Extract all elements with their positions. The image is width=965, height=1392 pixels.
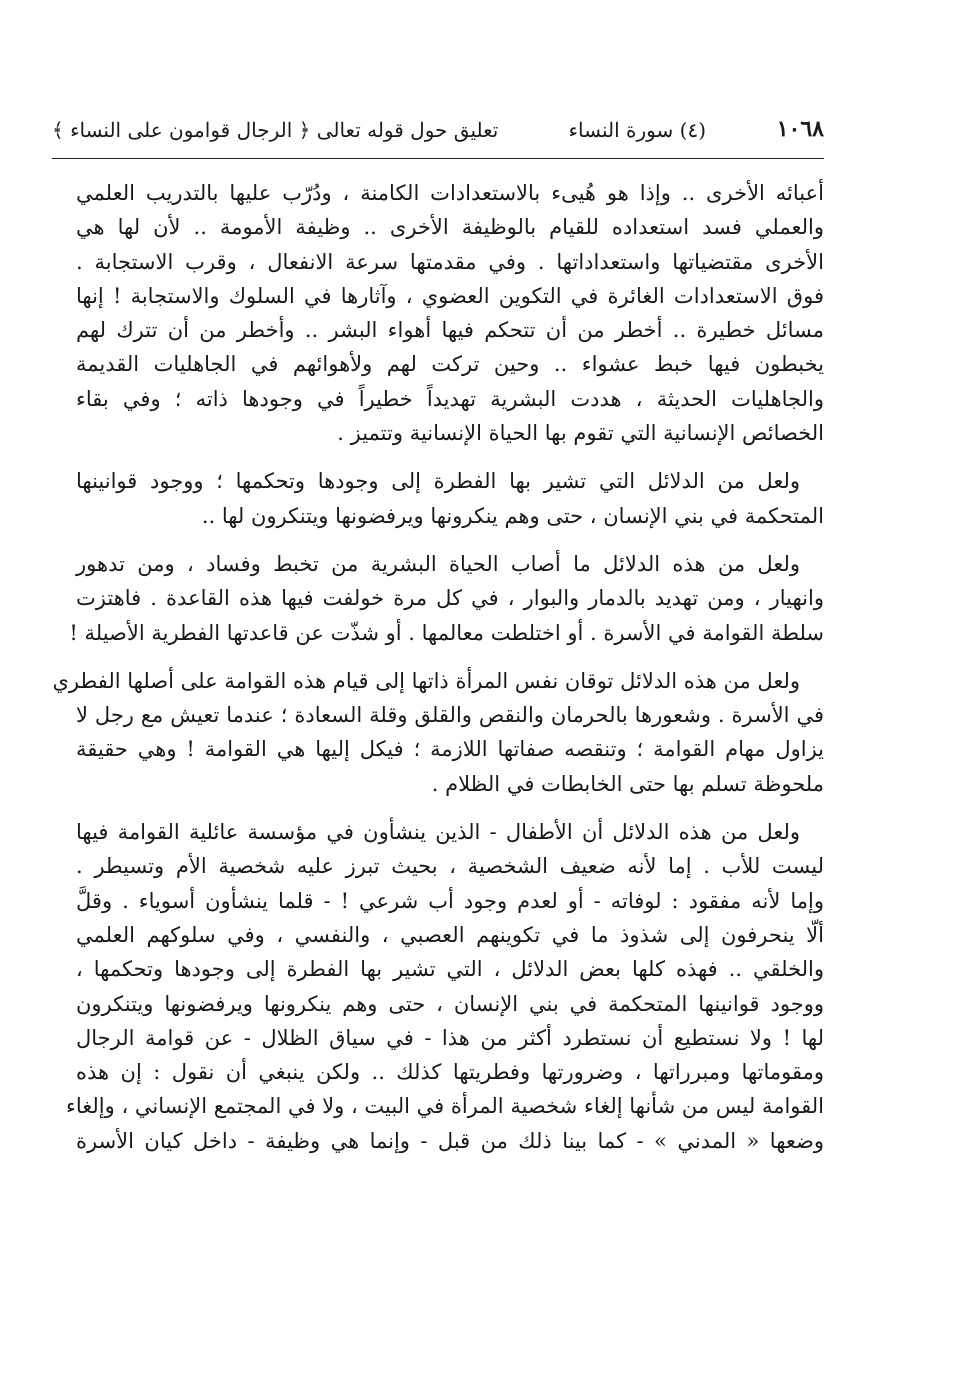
paragraph-3 (69, 547, 824, 650)
text-line: والخلقي .. فهذه كلها بعض الدلائل ، التي تشير بها الفطرة إلى وجودها وتحكمها ، (76, 957, 824, 982)
text-line: القوامة ليس من شأنها إلغاء شخصية المرأة في البيت ، ولا في المجتمع الإنساني ، وإلغاء (65, 1094, 824, 1119)
text-line: المتحكمة في بني الإنسان ، حتى وهم ينكرونها ويرفضونها ويتنكرون لها .. (201, 503, 824, 528)
text-line: ألّا ينحرفون إلى شذوذ ما في تكوينهم العصبي ، والنفسي ، وفي سلوكهم العلمي (76, 922, 824, 947)
text-line: ملحوظة تسلم بها حتى الخابطات في الظلام . (431, 771, 824, 796)
text-line: ولعل من هذه الدلائل توقان نفس المرأة ذاتها إلى قيام هذه القوامة على أصلها الفطري (52, 668, 800, 693)
text-line: الأخرى مقتضياتها واستعداداتها . وفي مقدمتها سرعة الانفعال ، وقرب الاستجابة . (76, 249, 824, 274)
text-line: والعملي فسد استعداده للقيام بالوظيفة الأخرى .. وظيفة الأمومة .. لأن لها هي (76, 215, 824, 240)
text-line: وانهيار ، ومن تهديد بالدمار والبوار ، في كل مرة خولفت فيها هذه القاعدة . فاهتزت (76, 586, 824, 611)
text-line: لها ! ولا نستطيع أن نستطرد أكثر من هذا - في سياق الظلال - عن قوامة الرجال (76, 1025, 824, 1050)
text-line: أعبائه الأخرى .. وإذا هو هُيىء بالاستعدادات الكامنة ، ودُرّب عليها بالتدريب العلمي (76, 181, 824, 205)
paragraph-2 (76, 464, 824, 533)
text-line: في الأسرة . وشعورها بالحرمان والنقص والقلق وقلة السعادة ؛ عندما تعيش مع رجل لا (76, 703, 824, 728)
text-line: ليست للأب . إما لأنه ضعيف الشخصية ، بحيث تبرز عليه شخصية الأم وتسيطر . (76, 854, 824, 879)
text-line: الخصائص الإنسانية التي تقوم بها الحياة الإنسانية وتتميز . (337, 421, 824, 446)
page-header (52, 112, 824, 152)
text-line: وضعها « المدني » - كما بينا ذلك من قبل - وإنما هي وظيفة - داخل كيان الأسرة (76, 1128, 824, 1153)
surah-name: (٤) سورة النساء (568, 118, 706, 142)
running-title: تعليق حول قوله تعالى ﴿ الرجال قوامون على النساء ﴾ (52, 118, 499, 142)
text-line: يخبطون فيها خبط عشواء .. وحين تركت لهم ولأهوائهم في الجاهليات القديمة (76, 352, 824, 377)
page-body (52, 176, 824, 1158)
text-line: وإما لأنه مفقود : لوفاته - أو لعدم وجود أب شرعي ! - قلما ينشأون أسوياء . وقلَّ (76, 888, 824, 913)
text-line: يزاول مهام القوامة ؛ وتنقصه صفاتها اللازمة ؛ فيكل إليها هي القوامة ! وهي حقيقة (76, 737, 824, 762)
paragraph-1 (76, 176, 824, 450)
paragraph-4 (52, 664, 824, 801)
paragraph-5 (65, 815, 824, 1158)
text-line: ولعل من الدلائل التي تشير بها الفطرة إلى وجودها وتحكمها ؛ ووجود قوانينها (76, 469, 800, 494)
text-line: ولعل من هذه الدلائل ما أصاب الحياة البشرية من تخبط وفساد ، ومن تدهور (76, 551, 800, 576)
header-rule (52, 158, 824, 159)
text-line: سلطة القوامة في الأسرة . أو اختلطت معالمها . أو شذّت عن قاعدتها الفطرية الأصيلة ! (69, 620, 824, 645)
text-line: فوق الاستعدادات الغائرة في التكوين العضوي ، وآثارها في السلوك والاستجابة ! إنها (76, 283, 824, 308)
page-number: ١٠٦٨ (776, 116, 824, 142)
text-line: مسائل خطيرة .. أخطر من أن تتحكم فيها أهواء البشر .. وأخطر من أن تترك لهم (76, 318, 824, 343)
text-line: والجاهليات الحديثة ، هددت البشرية تهديداً خطيراً في وجودها ذاته ؛ وفي بقاء (76, 386, 824, 411)
text-line: ولعل من هذه الدلائل أن الأطفال - الذين ينشأون في مؤسسة عائلية القوامة فيها (76, 820, 800, 845)
text-line: ووجود قوانينها المتحكمة في بني الإنسان ، حتى وهم ينكرونها ويرفضونها ويتنكرون (76, 991, 824, 1016)
text-line: ومقوماتها ومبرراتها ، وضرورتها وفطريتها كذلك .. ولكن ينبغي أن نقول : إن هذه (76, 1060, 824, 1085)
